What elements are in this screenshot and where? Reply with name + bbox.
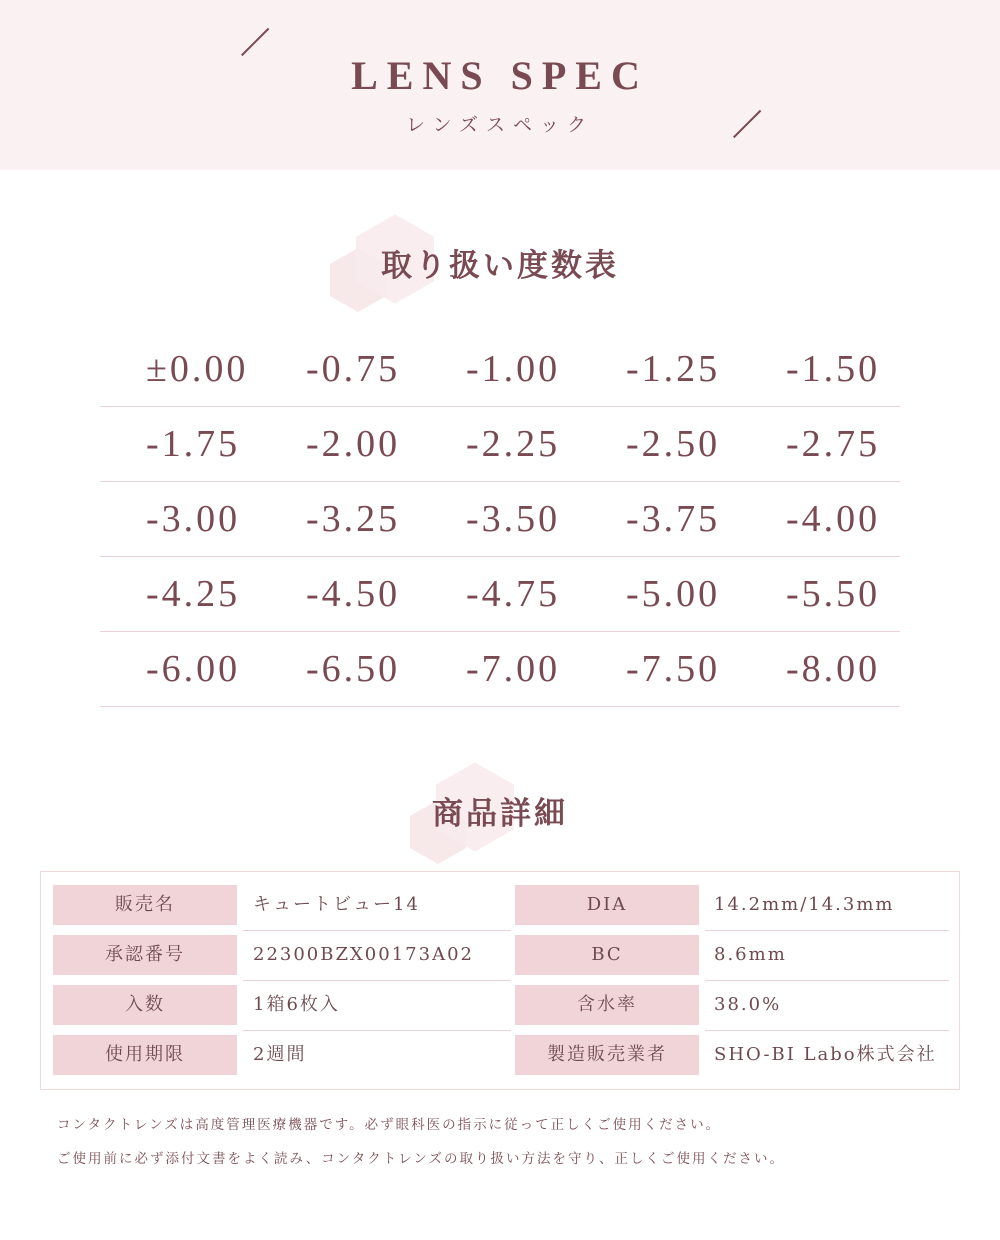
power-row: [100, 557, 900, 632]
row-divider: [243, 1030, 511, 1031]
power-table: [100, 332, 900, 707]
detail-value: 14.2mm/14.3mm: [714, 894, 895, 915]
note-line: ご使用前に必ず添付文書をよく読み、コンタクトレンズの取り扱い方法を守り、正しくご使用ください。: [57, 1151, 786, 1167]
page-subtitle: レンズスペック: [406, 114, 594, 136]
detail-label: 含水率: [515, 985, 699, 1025]
detail-label: BC: [515, 935, 699, 975]
row-divider: [243, 930, 511, 931]
power-value: -1.25: [626, 348, 721, 390]
detail-row: [53, 1035, 949, 1075]
power-value: -6.50: [306, 648, 401, 690]
detail-value: 38.0%: [714, 994, 782, 1015]
detail-value: 1箱6枚入: [253, 994, 340, 1015]
power-value: -0.75: [306, 348, 401, 390]
row-divider: [705, 980, 949, 981]
power-value: -5.50: [786, 573, 881, 615]
row-divider: [705, 930, 949, 931]
detail-value: キュートビュー14: [253, 894, 420, 915]
power-value: -2.50: [626, 423, 721, 465]
detail-row: [53, 885, 949, 925]
power-value: -3.25: [306, 498, 401, 540]
power-value: -4.75: [466, 573, 561, 615]
detail-label: 入数: [53, 985, 237, 1025]
power-value: -3.50: [466, 498, 561, 540]
detail-row: [53, 985, 949, 1025]
power-value: ±0.00: [146, 348, 249, 390]
power-value: -2.75: [786, 423, 881, 465]
detail-label: 承認番号: [53, 935, 237, 975]
power-value: -2.25: [466, 423, 561, 465]
note-line: コンタクトレンズは高度管理医療機器です。必ず眼科医の指示に従って正しくご使用ください。: [57, 1117, 722, 1133]
powers-title: 取り扱い度数表: [381, 248, 619, 284]
power-value: -3.00: [146, 498, 241, 540]
power-row: [100, 407, 900, 482]
detail-row: [53, 935, 949, 975]
power-value: -1.00: [466, 348, 561, 390]
detail-value: 2週間: [253, 1044, 307, 1065]
power-value: -1.75: [146, 423, 241, 465]
power-value: -4.00: [786, 498, 881, 540]
power-value: -2.00: [306, 423, 401, 465]
detail-value: 22300BZX00173A02: [253, 944, 474, 965]
power-row: [100, 332, 900, 407]
row-divider: [705, 1030, 949, 1031]
detail-value: SHO-BI Labo株式会社: [714, 1044, 937, 1065]
detail-label: DIA: [515, 885, 699, 925]
detail-label: 製造販売業者: [515, 1035, 699, 1075]
row-divider: [243, 980, 511, 981]
power-value: -4.25: [146, 573, 241, 615]
details-title: 商品詳細: [432, 796, 568, 832]
power-value: -8.00: [786, 648, 881, 690]
power-row: [100, 482, 900, 557]
detail-label: 使用期限: [53, 1035, 237, 1075]
power-value: -7.00: [466, 648, 561, 690]
page-title: LENS SPEC: [351, 53, 649, 98]
header-band: [0, 0, 1000, 170]
product-detail-table: [40, 871, 960, 1090]
power-value: -6.00: [146, 648, 241, 690]
power-row: [100, 632, 900, 707]
power-value: -5.00: [626, 573, 721, 615]
detail-value: 8.6mm: [714, 944, 787, 965]
power-value: -3.75: [626, 498, 721, 540]
power-value: -7.50: [626, 648, 721, 690]
detail-label: 販売名: [53, 885, 237, 925]
notes: [57, 1108, 957, 1176]
power-value: -1.50: [786, 348, 881, 390]
power-value: -4.50: [306, 573, 401, 615]
